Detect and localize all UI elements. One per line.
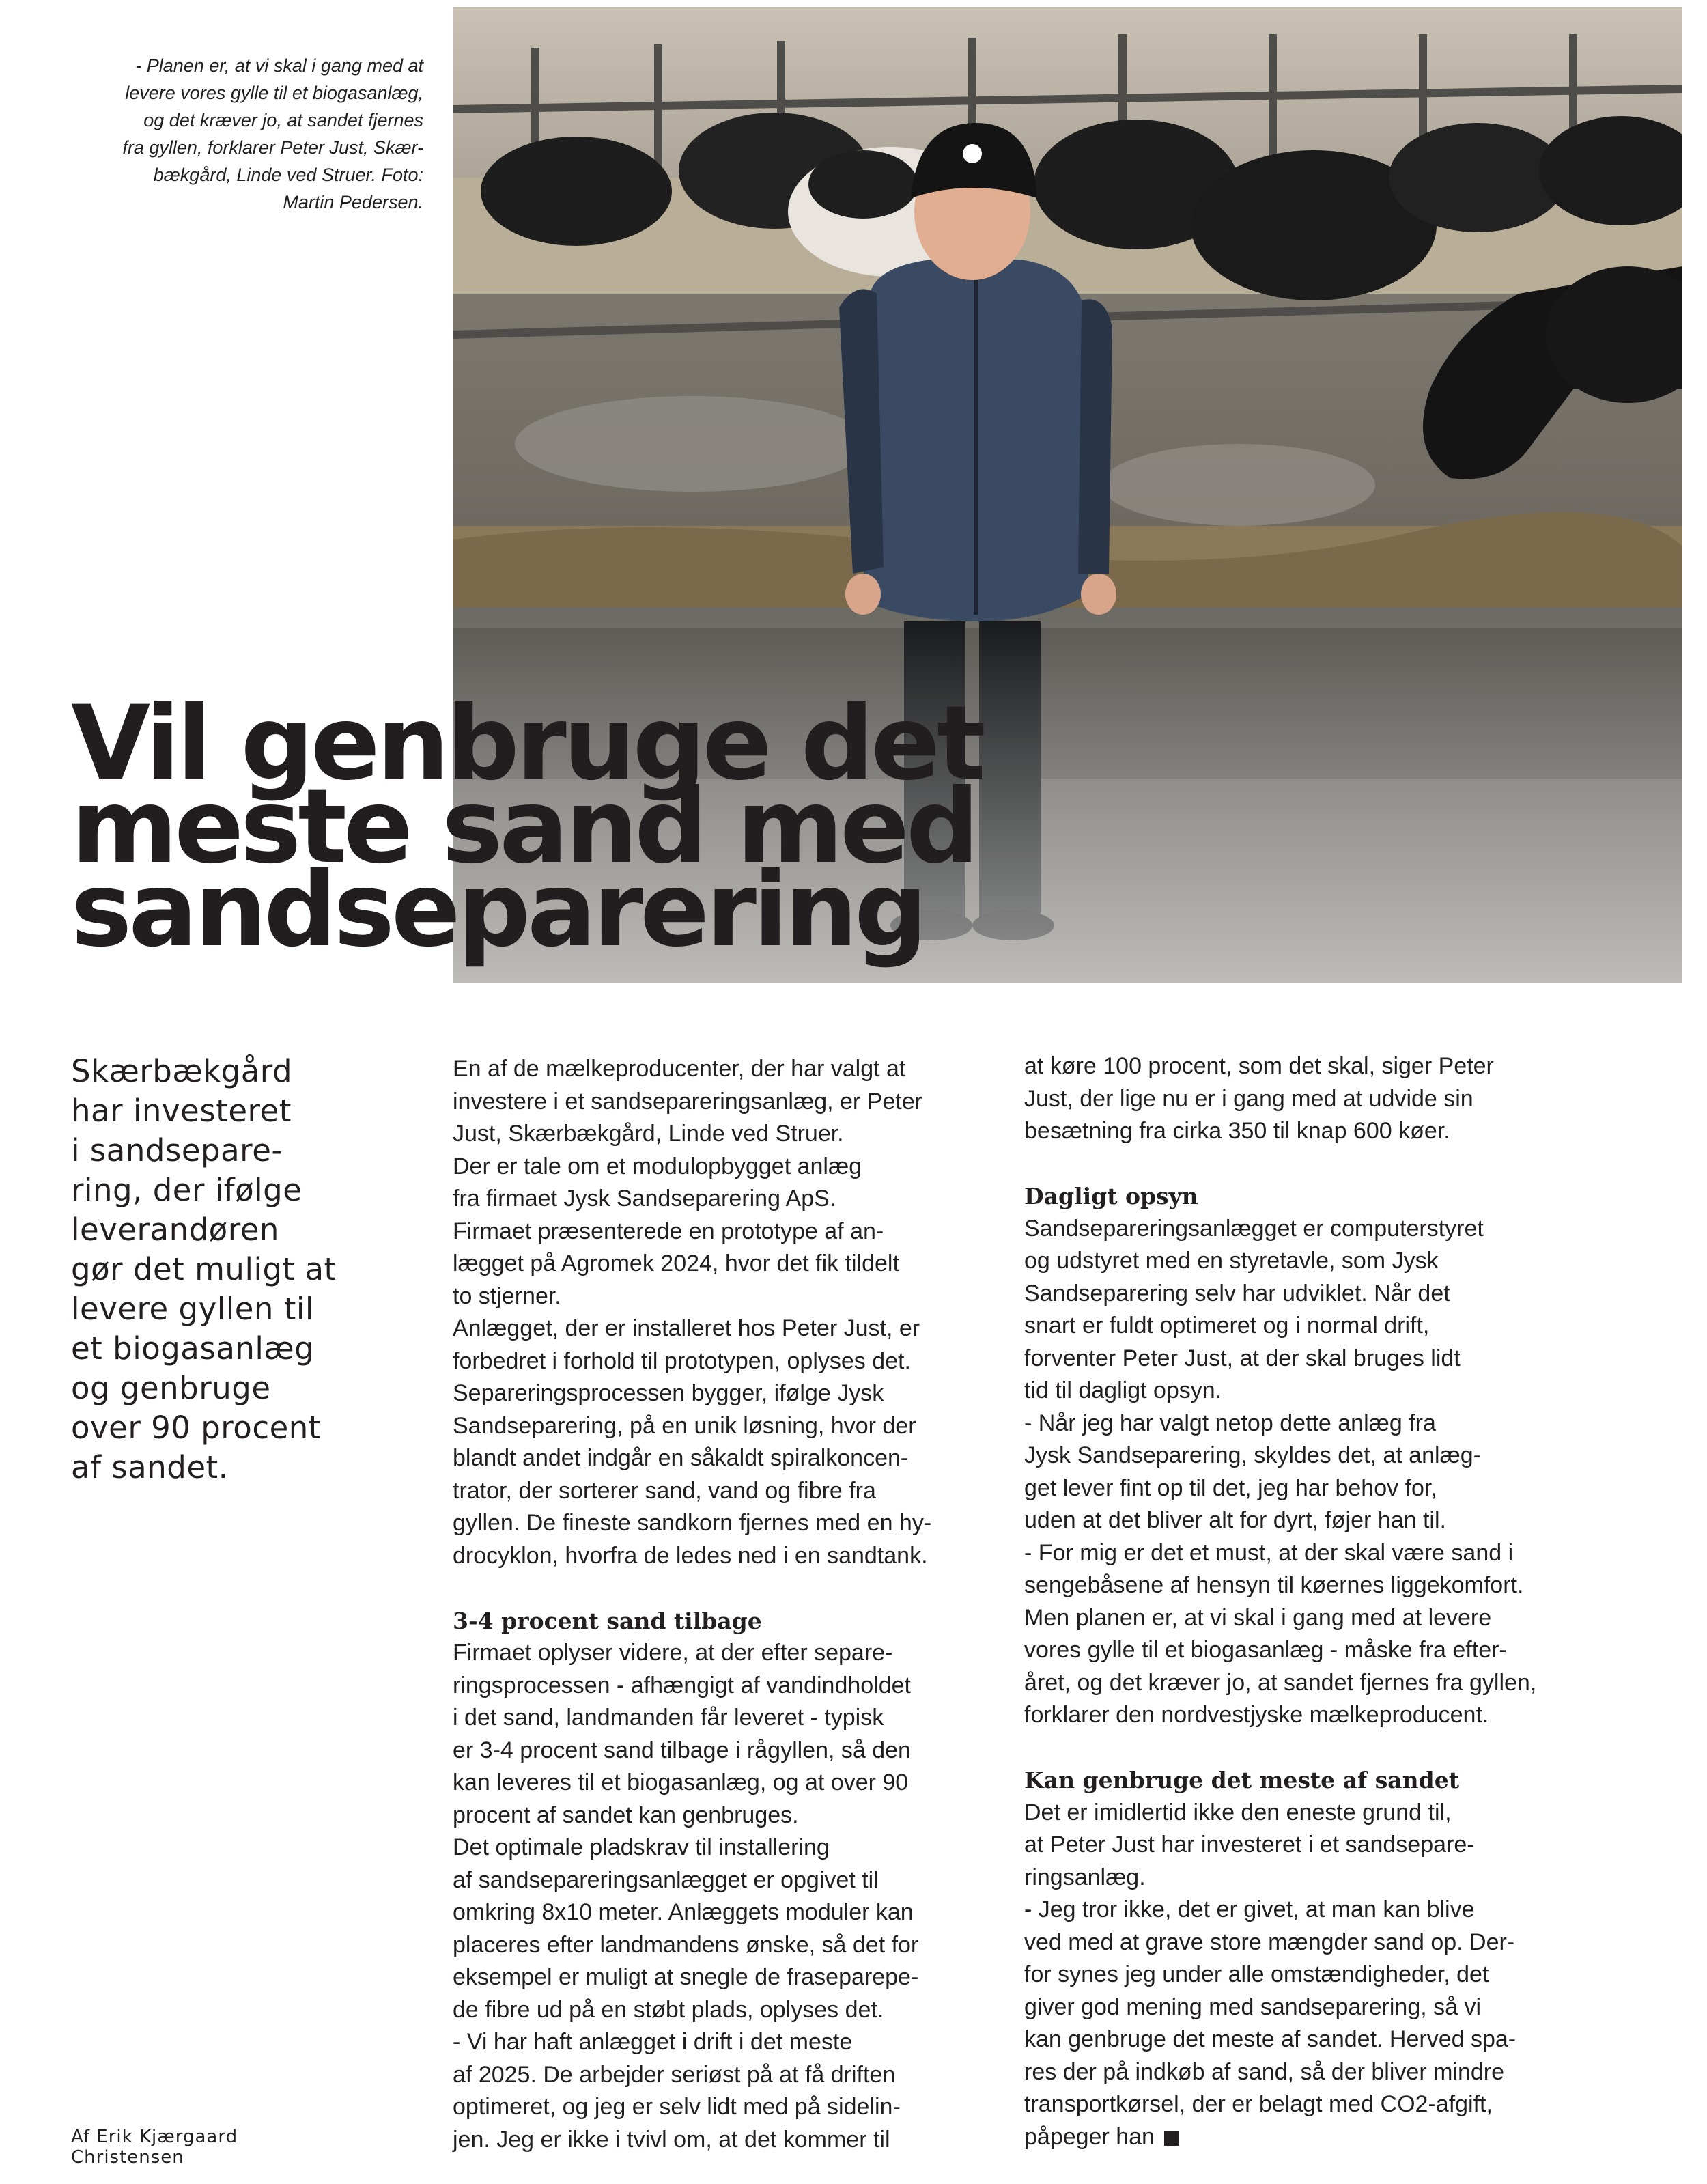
body-line: snart er fuldt optimeret og i normal drift, bbox=[1024, 1313, 1430, 1339]
body-line: get lever fint op til det, jeg har behov for, bbox=[1024, 1474, 1437, 1501]
body-line: Men planen er, at vi skal i gang med at levere bbox=[1024, 1604, 1492, 1631]
subheading: Kan genbruge det meste af sandet bbox=[1024, 1767, 1459, 1793]
body-line: Det optimale pladskrav til installering bbox=[453, 1834, 830, 1860]
lead-line: levere gyllen til bbox=[71, 1291, 314, 1327]
subheading: Dagligt opsyn bbox=[1024, 1183, 1198, 1209]
body-line: trator, der sorterer sand, vand og fibre fra bbox=[453, 1477, 876, 1504]
body-line: ved med at grave store mængder sand op. Der- bbox=[1024, 1929, 1515, 1955]
body-line: Der er tale om et modulopbygget anlæg bbox=[453, 1153, 862, 1179]
lead-line: over 90 procent bbox=[71, 1410, 321, 1446]
body-line: at Peter Just har investeret i et sandsepare- bbox=[1024, 1832, 1475, 1858]
body-line: Just, der lige nu er i gang med at udvide sin bbox=[1024, 1085, 1473, 1112]
body-line: eksempel er muligt at snegle de frasepareре- bbox=[453, 1964, 919, 1990]
caption-line: - Planen er, at vi skal i gang med at bbox=[135, 55, 423, 76]
body-line: - Når jeg har valgt netop dette anlæg fra bbox=[1024, 1410, 1436, 1436]
body-line: Sandseparering selv har udviklet. Når det bbox=[1024, 1280, 1450, 1306]
body-line: de fibre ud på en støbt plads, oplyses det. bbox=[453, 1996, 884, 2023]
body-line: sengebåsene af hensyn til køernes liggekomfort. bbox=[1024, 1572, 1524, 1598]
lead-line: har investeret bbox=[71, 1093, 292, 1129]
body-line: gyllen. De fineste sandkorn fjernes med en hy- bbox=[453, 1510, 932, 1536]
body-line: omkring 8x10 meter. Anlæggets moduler kan bbox=[453, 1899, 914, 1925]
body-line: fra firmaet Jysk Sandseparering ApS. bbox=[453, 1186, 836, 1212]
body-line: og udstyret med en styretavle, som Jysk bbox=[1024, 1248, 1439, 1274]
body-line: besætning fra cirka 350 til knap 600 køer. bbox=[1024, 1118, 1450, 1144]
body-column-2 bbox=[1024, 1050, 1570, 2153]
headline-line: meste sand med bbox=[71, 768, 976, 886]
body-line: Jysk Sandseparering, skyldes det, at anlæg- bbox=[1024, 1442, 1482, 1468]
body-line: i det sand, landmanden får leveret - typisk bbox=[453, 1705, 884, 1731]
lead-line: i sandsepare- bbox=[71, 1132, 283, 1168]
caption-line: fra gyllen, forklarer Peter Just, Skær- bbox=[122, 137, 423, 158]
paragraph-gap bbox=[1024, 1732, 1570, 1765]
body-line: forklarer den nordvestjyske mælkeproducent. bbox=[1024, 1702, 1489, 1728]
end-of-article-mark bbox=[1164, 2131, 1179, 2146]
body-line: Just, Skærbækgård, Linde ved Struer. bbox=[453, 1121, 844, 1147]
body-line: jen. Jeg er ikke i tvivl om, at det kommer til bbox=[453, 2126, 890, 2153]
headline-line: sandseparering bbox=[71, 851, 925, 970]
body-line: kan leveres til et biogasanlæg, og at over 90 bbox=[453, 1769, 909, 1795]
body-line: blandt andet indgår en såkaldt spiralkoncen- bbox=[453, 1445, 909, 1471]
body-line: Det er imidlertid ikke den eneste grund til, bbox=[1024, 1799, 1452, 1825]
body-line: procent af sandet kan genbruges. bbox=[453, 1802, 799, 1828]
lead-line: ring, der ifølge bbox=[71, 1172, 302, 1208]
body-line-last bbox=[1024, 2121, 1570, 2154]
body-line: ringsanlæg. bbox=[1024, 1864, 1146, 1890]
body-line: placeres efter landmandens ønske, så det for bbox=[453, 1931, 919, 1958]
lead-line: og genbruge bbox=[71, 1370, 271, 1406]
article-lead bbox=[71, 1052, 433, 1487]
body-line-text: påpeger han bbox=[1024, 2123, 1155, 2150]
byline-line: Christensen bbox=[71, 2147, 184, 2168]
lead-line: af sandet. bbox=[71, 1449, 229, 1485]
body-line: En af de mælkeproducenter, der har valgt at bbox=[453, 1056, 906, 1082]
body-line: Separeringsprocessen bygger, ifølge Jysk bbox=[453, 1380, 884, 1406]
headline-line: Vil genbruge det bbox=[71, 684, 983, 803]
lead-line: leverandøren bbox=[71, 1212, 279, 1248]
body-line: Firmaet præsenterede en prototype af an- bbox=[453, 1218, 884, 1244]
article-headline bbox=[71, 684, 1163, 970]
lead-line: Skærbækgård bbox=[71, 1053, 293, 1089]
paragraph-gap bbox=[453, 1572, 999, 1605]
body-line: vores gylle til et biogasanlæg - måske fra efter- bbox=[1024, 1637, 1507, 1663]
body-line: to stjerner. bbox=[453, 1283, 561, 1309]
body-line: af 2025. De arbejder seriøst på at få driften bbox=[453, 2061, 896, 2088]
byline bbox=[71, 2127, 412, 2168]
caption-line: og det kræver jo, at sandet fjernes bbox=[143, 110, 423, 130]
body-line: Anlægget, der er installeret hos Peter Just, er bbox=[453, 1315, 920, 1341]
body-line: forventer Peter Just, at der skal bruges lidt bbox=[1024, 1345, 1461, 1371]
body-line: for synes jeg under alle omstændigheder, det bbox=[1024, 1961, 1489, 1987]
body-line: res der på indkøb af sand, så der bliver mindre bbox=[1024, 2058, 1505, 2085]
body-line: - Vi har haft anlægget i drift i det meste bbox=[453, 2029, 853, 2055]
body-line: forbedret i forhold til prototypen, oplyses det. bbox=[453, 1347, 911, 1374]
body-line: Firmaet oplyser videre, at der efter separe- bbox=[453, 1640, 893, 1666]
paragraph-gap bbox=[1024, 1148, 1570, 1181]
caption-line: Martin Pedersen. bbox=[283, 192, 423, 212]
body-line: er 3-4 procent sand tilbage i rågyllen, så den bbox=[453, 1737, 911, 1763]
body-column-1 bbox=[453, 1053, 999, 2156]
body-line: uden at det bliver alt for dyrt, føjer han til. bbox=[1024, 1507, 1446, 1533]
body-line: optimeret, og jeg er selv lidt med på sidelin- bbox=[453, 2094, 901, 2120]
body-line: investere i et sandsepareringsanlæg, er Peter bbox=[453, 1088, 922, 1115]
body-line: at køre 100 procent, som det skal, siger Peter bbox=[1024, 1053, 1494, 1079]
body-line: - Jeg tror ikke, det er givet, at man kan blive bbox=[1024, 1896, 1475, 1922]
body-line: tid til dagligt opsyn. bbox=[1024, 1377, 1222, 1403]
body-line: af sandsepareringsanlægget er opgivet til bbox=[453, 1866, 879, 1893]
photo-caption bbox=[61, 52, 423, 216]
body-line: giver god mening med sandseparering, så vi bbox=[1024, 1993, 1482, 2020]
caption-line: bækgård, Linde ved Struer. Foto: bbox=[153, 165, 423, 185]
caption-line: levere vores gylle til et biogasanlæg, bbox=[125, 83, 423, 103]
body-line: året, og det kræver jo, at sandet fjernes fra gyllen, bbox=[1024, 1669, 1537, 1696]
byline-line: Af Erik Kjærgaard bbox=[71, 2127, 238, 2147]
lead-line: gør det muligt at bbox=[71, 1251, 337, 1287]
body-line: kan genbruge det meste af sandet. Herved spa- bbox=[1024, 2026, 1516, 2052]
body-line: - For mig er det et must, at der skal være sand i bbox=[1024, 1539, 1514, 1566]
body-line: Sandsepareringsanlægget er computerstyret bbox=[1024, 1215, 1484, 1242]
body-line: drocyklon, hvorfra de ledes ned i en sandtank. bbox=[453, 1542, 928, 1569]
body-line: transportkørsel, der er belagt med CO2-afgift, bbox=[1024, 2091, 1493, 2117]
lead-line: et biogasanlæg bbox=[71, 1330, 315, 1367]
body-line: Sandseparering, på en unik løsning, hvor der bbox=[453, 1412, 916, 1439]
subheading: 3-4 procent sand tilbage bbox=[453, 1607, 762, 1634]
body-line: lægget på Agromek 2024, hvor det fik tildelt bbox=[453, 1250, 899, 1276]
body-line: ringsprocessen - afhængigt af vandindholdet bbox=[453, 1672, 911, 1698]
